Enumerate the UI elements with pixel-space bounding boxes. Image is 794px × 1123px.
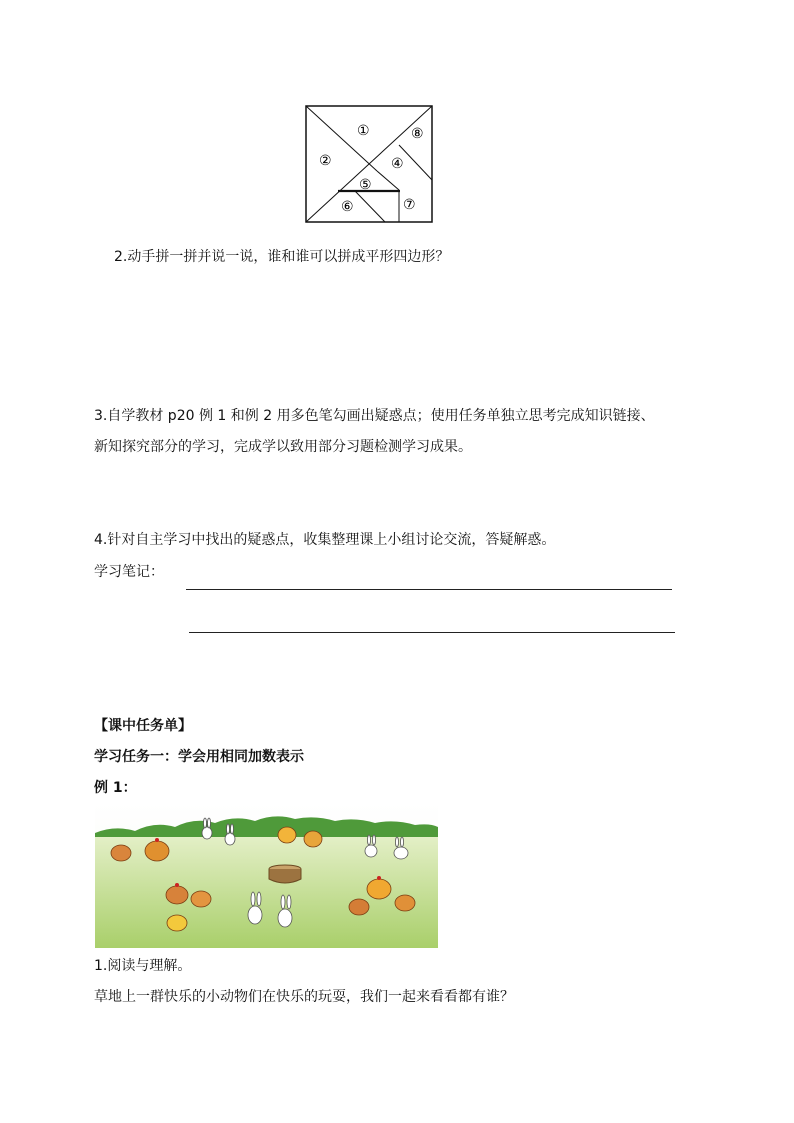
tangram-label-2: ② [319, 153, 332, 169]
section-header: 【课中任务单】 [94, 718, 192, 734]
question-3-line-1: 3.自学教材 p20 例 1 和例 2 用多色笔勾画出疑惑点；使用任务单独立思考完成知识链接、 [94, 408, 655, 424]
tangram-label-5: ⑤ [359, 177, 372, 193]
question-3-line-2: 新知探究部分的学习，完成学以致用部分习题检测学习成果。 [94, 439, 472, 455]
notes-line-1[interactable] [186, 589, 672, 590]
question-2: 2.动手拼一拼并说一说，谁和谁可以拼成平形四边形？ [114, 249, 450, 265]
tangram-diagram [305, 105, 433, 223]
question-4: 4.针对自主学习中找出的疑惑点，收集整理课上小组讨论交流，答疑解惑。 [94, 532, 556, 548]
notes-label: 学习笔记： [94, 564, 164, 580]
task-title: 学习任务一：学会用相同加数表示 [94, 749, 304, 765]
reading-title: 1.阅读与理解。 [94, 958, 192, 974]
tangram-label-1: ① [357, 123, 370, 139]
tangram-label-6: ⑥ [341, 199, 354, 215]
tangram-label-8: ⑧ [411, 126, 424, 142]
tangram-label-7: ⑦ [403, 197, 416, 213]
notes-line-2[interactable] [189, 632, 675, 633]
example-label: 例 1： [94, 780, 137, 796]
meadow-animals-illustration [95, 803, 438, 948]
reading-text: 草地上一群快乐的小动物们在快乐的玩耍，我们一起来看看都有谁？ [94, 989, 514, 1005]
tangram-label-4: ④ [391, 156, 404, 172]
